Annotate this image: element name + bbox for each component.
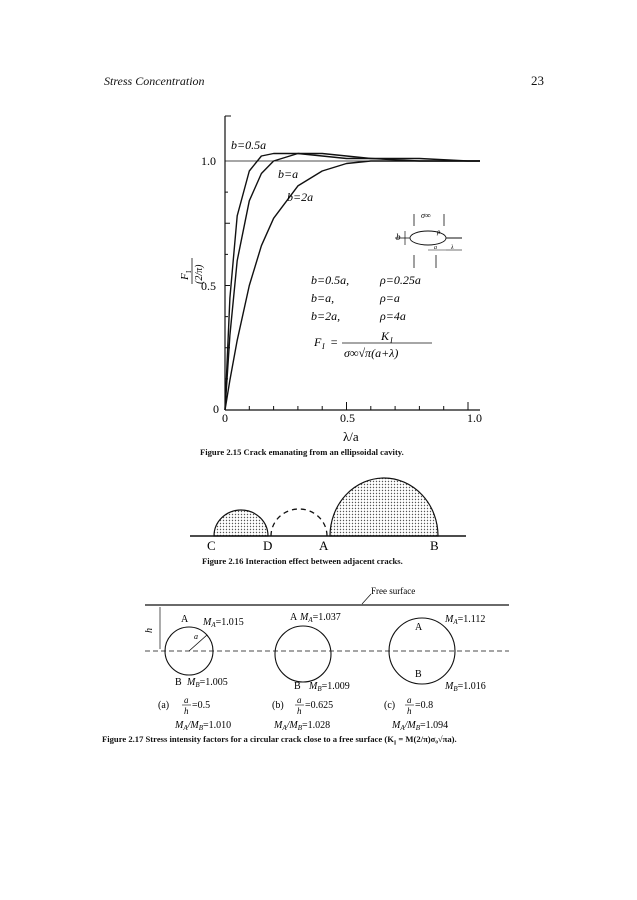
case-a-ma: $M_A=1.015$: [203, 617, 244, 629]
case-c-ma: $M_A=1.112$: [445, 614, 486, 626]
figure-2-17: [102, 586, 542, 750]
free-surface-label: Free surface: [371, 586, 416, 596]
case-b-ratio-val: =0.625: [305, 700, 334, 711]
formula-denominator: σ∞√π(a+λ): [344, 346, 399, 360]
point-label-d: D: [263, 538, 273, 553]
case-b-mb: $M_B=1.009$: [309, 681, 350, 693]
legend-rho-1: ρ=0.25a: [380, 273, 421, 287]
x-tick-lines: [249, 402, 468, 410]
case-c-m-ratio: $M_A/M_B=1.094$: [392, 720, 449, 732]
case-c-mb: $M_B=1.016$: [445, 681, 486, 693]
h-label: h: [144, 628, 155, 633]
curves: [225, 154, 480, 411]
case-a-ratio-val: =0.5: [192, 700, 211, 711]
radius-label: a: [194, 632, 198, 641]
formula-lhs-sub: I: [322, 342, 325, 351]
legend-b-2: b=a,: [311, 291, 335, 305]
point-label-c: C: [207, 538, 216, 553]
formula-lhs: F: [314, 335, 322, 349]
inset-cavity-diagram: [395, 211, 462, 268]
running-header: Stress Concentration: [104, 74, 205, 88]
case-b-tag: (b): [272, 700, 284, 711]
page-number: 23: [531, 73, 544, 88]
curve-b-a: [225, 154, 480, 411]
case-c-ratio-num: a: [407, 695, 412, 705]
case-b-point-b: B: [294, 681, 301, 692]
formula-numerator-sub: I: [390, 336, 393, 345]
inset-lambda-label: λ: [451, 245, 454, 251]
case-labels: [158, 612, 486, 732]
case-b-ratio-den: h: [297, 706, 302, 716]
legend-rho-2: ρ=a: [380, 291, 400, 305]
x-tick-label-0-5: 0.5: [340, 411, 355, 425]
case-a-point-a: A: [181, 614, 189, 625]
formula-numerator: K: [381, 329, 390, 343]
case-c-tag: (c): [384, 700, 396, 711]
stress-intensity-formula: [313, 329, 432, 360]
crack-cd: [214, 510, 268, 536]
caption-fig-2-16: Figure 2.16 Interaction effect between adjacent cracks.: [202, 556, 403, 566]
case-a-tag: (a): [158, 700, 170, 711]
crack-ab: [330, 478, 438, 536]
y-tick-label-1-0: 1.0: [201, 154, 216, 168]
crack-da-dashed: [271, 509, 327, 536]
x-tick-label-0: 0: [222, 411, 228, 425]
inset-sigma-label: σ∞: [421, 211, 431, 220]
curve-b-0-5a: [225, 154, 480, 411]
case-c-point-a: A: [415, 622, 423, 633]
caption-fig-2-15: Figure 2.15 Crack emanating from an ellipsoidal cavity.: [200, 447, 404, 457]
case-b-point-a: A: [290, 612, 298, 623]
figure-2-15: [179, 116, 500, 463]
curve-label-b-0-5a: b=0.5a: [231, 138, 267, 152]
y-tick-label-0-5: 0.5: [201, 279, 216, 293]
case-a-ratio-num: a: [184, 695, 189, 705]
y-tick-label-0: 0: [213, 402, 219, 416]
crack-circle-b: [275, 626, 331, 682]
case-a-mb: $M_B=1.005$: [187, 677, 228, 689]
free-surface-pointer: [362, 594, 371, 604]
curve-b-2a: [225, 161, 480, 410]
radius-line: [189, 635, 207, 651]
inset-a-label: a: [434, 245, 437, 251]
y-axis-label: [179, 258, 205, 284]
curve-label-b-a: b=a: [278, 167, 299, 181]
legend-b-3: b=2a,: [311, 309, 341, 323]
point-label-b: B: [430, 538, 439, 553]
inset-cavity: [410, 231, 446, 245]
y-label-numerator: F: [179, 273, 191, 280]
case-a-ratio-den: h: [184, 706, 189, 716]
case-c-point-b: B: [415, 669, 422, 680]
inset-rho-label: ρ: [437, 228, 441, 236]
case-b-ratio-num: a: [297, 695, 302, 705]
caption-fig-2-17: Figure 2.17 Stress intensity factors for a circular crack close to a free surface $(K_I = M(2/\pi)\sigma_0√\pi a)$.: [102, 734, 457, 747]
case-b-m-ratio: $M_A/M_B=1.028$: [274, 720, 331, 732]
x-axis-label: λ/a: [343, 429, 359, 444]
geometry-legend: [311, 273, 421, 323]
formula-equals: =: [330, 335, 339, 349]
case-c-ratio-den: h: [407, 706, 412, 716]
case-a-point-b: B: [175, 677, 182, 688]
point-label-a: A: [319, 538, 329, 553]
x-tick-label-1-0: 1.0: [467, 411, 482, 425]
curve-label-b-2a: b=2a: [287, 190, 314, 204]
y-label-numerator-sub: I: [185, 270, 193, 273]
inset-b-label: b: [396, 232, 401, 242]
case-c-ratio-val: =0.8: [415, 700, 434, 711]
case-b-ma: $M_A=1.037$: [300, 612, 341, 624]
y-label-denominator: (2/π): [194, 264, 205, 284]
legend-b-1: b=0.5a,: [311, 273, 350, 287]
case-a-m-ratio: $M_A/M_B=1.010$: [175, 720, 232, 732]
figure-2-16: [190, 478, 502, 572]
legend-rho-3: ρ=4a: [380, 309, 406, 323]
